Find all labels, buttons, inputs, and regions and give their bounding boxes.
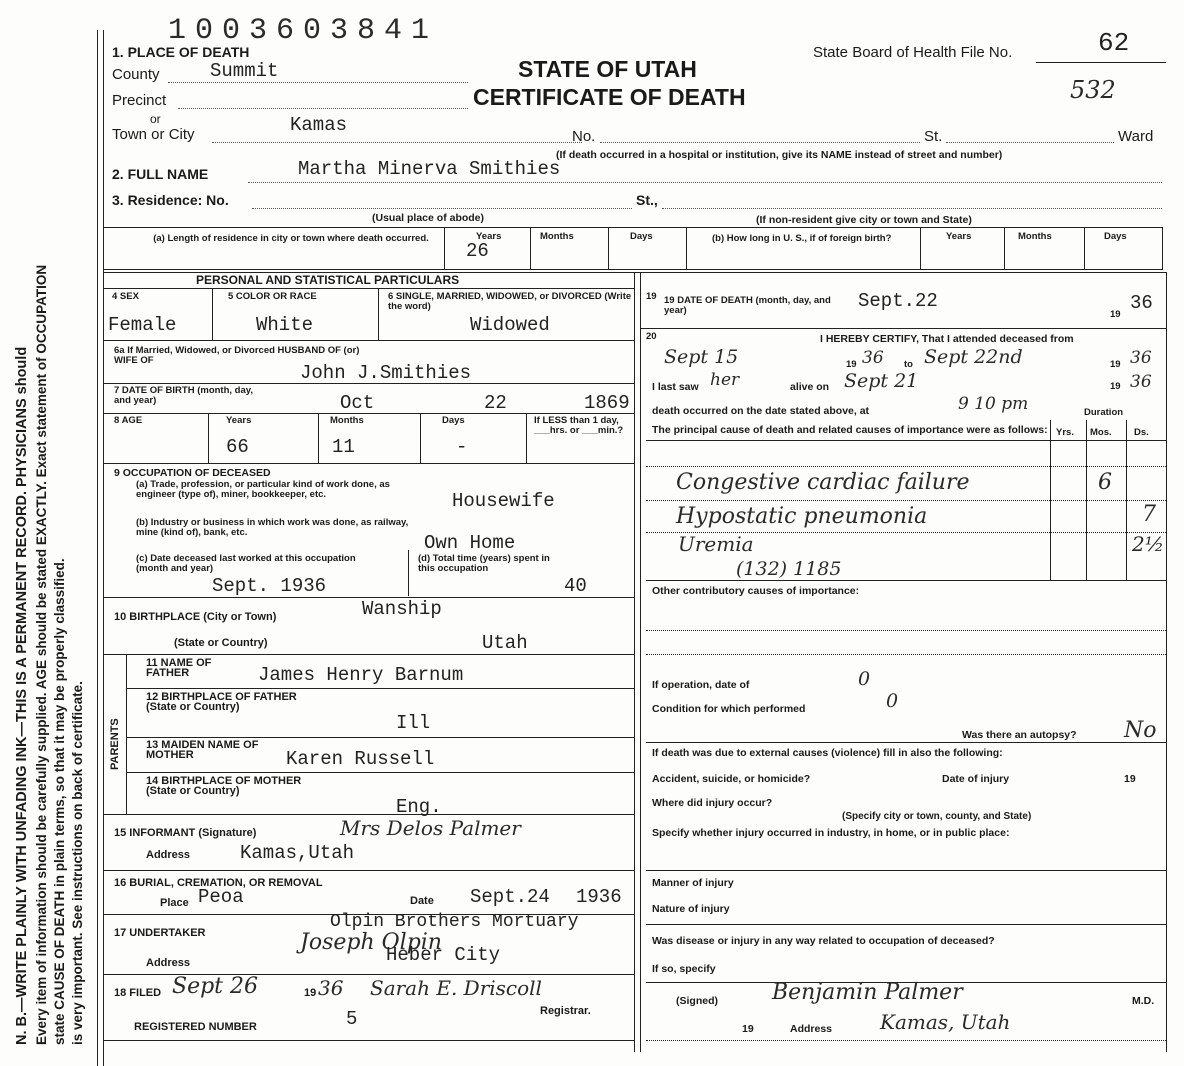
pers-line3: [104, 383, 634, 384]
color-value: White: [256, 314, 314, 336]
center-divider-2: [640, 272, 641, 1052]
to-label: to: [904, 359, 913, 370]
manner-label: Manner of injury: [652, 877, 734, 889]
residence-st-label: St.,: [636, 192, 658, 208]
other-line1: [646, 630, 1166, 631]
father-value: James Henry Barnum: [258, 664, 464, 686]
side-notice-line3: state CAUSE OF DEATH in plain terms, so that it may be properly classified.: [52, 558, 67, 1045]
res-col1: [444, 227, 445, 270]
title-certificate: CERTIFICATE OF DEATH: [473, 84, 746, 110]
left-border: [97, 30, 98, 1066]
where-label: Where did injury occur?: [652, 797, 773, 809]
res-col4: [686, 227, 687, 270]
nature-line: [646, 924, 1166, 925]
county-line: [168, 82, 468, 83]
informant-signature: Mrs Delos Palmer: [340, 816, 521, 840]
town-label: Town or City: [112, 126, 195, 143]
cause3: Uremia: [678, 532, 754, 556]
attended-to-year: 36: [1130, 348, 1152, 368]
par-line2: [126, 737, 634, 738]
registered-number: 5: [346, 1008, 358, 1030]
external-label: If death was due to external causes (violence) fill in also the following:: [652, 747, 1003, 759]
pers-line9: [104, 870, 634, 871]
pers-line12: [104, 1040, 634, 1041]
dob-month: Oct: [340, 392, 375, 414]
ds-label: Ds.: [1134, 427, 1149, 438]
res-years-label-b: Years: [946, 231, 972, 242]
other-line2: [646, 654, 1166, 655]
color-label: 5 COLOR OR RACE: [228, 291, 317, 302]
occ-b-value: Own Home: [424, 532, 516, 554]
serial-number: 1003603841: [168, 14, 439, 48]
father-birthplace-label: 12 BIRTHPLACE OF FATHER (State or Country): [146, 691, 297, 713]
res-col3: [608, 227, 609, 270]
dod-year-prefix: 19: [1110, 309, 1121, 320]
town-value: Kamas: [290, 114, 348, 136]
filed-year: 36: [318, 976, 344, 1000]
precinct-label: Precinct: [112, 92, 167, 109]
sex-label: 4 SEX: [112, 291, 139, 302]
place-of-death-heading: 1. PLACE OF DEATH: [112, 44, 250, 60]
mos-label: Mos.: [1090, 427, 1112, 438]
related-label: Was disease or injury in any way related to occupation of deceased?: [652, 935, 995, 947]
parents-divider: [126, 654, 127, 814]
autopsy-value: No: [1124, 718, 1157, 743]
cause-line0: [646, 440, 1166, 441]
pers-line5: [104, 463, 634, 464]
attended-to: Sept 22nd: [924, 346, 1023, 368]
res-col2: [530, 227, 531, 270]
res-days-label: Days: [630, 231, 653, 242]
burial-place: Peoa: [198, 886, 244, 908]
res-years-value: 26: [466, 240, 489, 262]
physician-address-label: Address: [790, 1023, 833, 1035]
street-line: [600, 142, 920, 143]
nature-label: Nature of injury: [652, 903, 730, 915]
condition-label: Condition for which performed: [652, 703, 806, 715]
injury-line: [646, 870, 1166, 871]
residence-b-label: (b) How long in U. S., if of foreign birth?: [712, 233, 892, 244]
burial-date-label: Date: [410, 895, 434, 907]
filed-date: Sept 26: [172, 974, 259, 999]
occurred-label: death occurred on the date stated above, at: [652, 405, 870, 417]
signed-line: [646, 1040, 1166, 1041]
color-divider: [378, 288, 379, 340]
occ-c-value: Sept. 1936: [212, 575, 327, 597]
full-name-value: Martha Minerva Smithies: [298, 158, 561, 180]
mother-birthplace: Eng.: [396, 796, 442, 818]
spouse-label: 6a If Married, Widowed, or Divorced HUSBAND OF (or) WIFE OF: [114, 345, 360, 366]
res-years-label: Years: [476, 231, 502, 242]
other-causes-label: Other contributory causes of importance:: [652, 585, 860, 597]
file-no-line: [1036, 62, 1166, 63]
specify-city-label: (Specify city or town, county, and State): [842, 811, 1032, 822]
side-notice-line1: N. B.—WRITE PLAINLY WITH UNFADING INK—THIS IS A PERMANENT RECORD. PHYSICIANS should: [14, 346, 30, 1045]
pers-line4: [104, 413, 634, 414]
usual-abode-note: (Usual place of abode): [372, 212, 485, 224]
last-saw-label: I last saw: [652, 381, 699, 393]
age-days-value: -: [456, 436, 468, 458]
father-label: 11 NAME OF FATHER: [146, 657, 212, 679]
specify-where-label: Specify whether injury occurred in industry, in home, or in public place:: [652, 827, 1010, 839]
age-years-label: Years: [226, 415, 252, 426]
full-name-line: [248, 182, 1162, 183]
autopsy-line: [646, 742, 1166, 743]
county-value: Summit: [210, 60, 279, 82]
title-state: STATE OF UTAH: [518, 56, 697, 82]
file-no-label: State Board of Health File No.: [813, 44, 1013, 61]
cause3-ds: 2½: [1132, 532, 1165, 556]
dod-year: 36: [1130, 292, 1153, 314]
cert-num: 20: [646, 331, 657, 342]
res-months-label-b: Months: [1018, 231, 1052, 242]
age-years-value: 66: [226, 436, 249, 458]
registered-number-label: REGISTERED NUMBER: [134, 1021, 257, 1033]
birthplace-state-label: (State or Country): [174, 637, 268, 649]
operation-label: If operation, date of: [652, 679, 750, 691]
side-notice-line2: Every item of information should be carefully supplied. AGE should be stated EXACTLY. Exact statement of OCCUPATION: [34, 264, 49, 1045]
pers-line2: [104, 340, 634, 341]
residence-line: [252, 208, 632, 209]
cause2: Hypostatic pneumonia: [676, 504, 928, 529]
pers-line8: [104, 814, 634, 815]
cause-line4: [646, 580, 1166, 581]
med-line1: [640, 328, 1166, 329]
undertaker-signature: Joseph Olpin: [300, 930, 442, 955]
occ-a-value: Housewife: [452, 490, 555, 512]
occ-c-label: (c) Date deceased last worked at this occupation (month and year): [136, 553, 356, 574]
attended-from-prefix: 19: [846, 359, 857, 370]
attended-from: Sept 15: [664, 346, 739, 368]
undertaker-label: 17 UNDERTAKER: [114, 927, 206, 939]
full-name-label: 2. FULL NAME: [112, 166, 209, 182]
operation-value: 0: [858, 668, 871, 690]
sex-divider: [212, 288, 213, 340]
occ-a-label: (a) Trade, profession, or particular kind of work done, as engineer (type of), miner, bookkeeper, etc.: [136, 479, 390, 500]
no-label: No.: [572, 128, 596, 145]
res-col5: [920, 227, 921, 270]
age-less-label: If LESS than 1 day, ___hrs. or ___min.?: [534, 415, 624, 436]
physician-address: Kamas, Utah: [880, 1010, 1011, 1034]
age-div1: [208, 413, 209, 463]
autopsy-label: Was there an autopsy?: [962, 729, 1077, 741]
parents-label: PARENTS: [109, 718, 121, 770]
left-border-inner: [103, 30, 104, 1066]
burial-date: Sept.24: [470, 886, 550, 908]
or-label: or: [150, 112, 161, 126]
informant-address-label: Address: [146, 849, 191, 861]
par-line1: [126, 688, 634, 689]
spouse-value: John J.Smithies: [300, 362, 472, 384]
occ-d-label: (d) Total time (years) spent in this occupation: [418, 553, 550, 574]
registrar-label: Registrar.: [540, 1005, 591, 1017]
birthplace-state: Utah: [482, 632, 528, 654]
mother-birthplace-label: 14 BIRTHPLACE OF MOTHER (State or Country): [146, 775, 302, 797]
file-no-handwritten: 532: [1070, 76, 1116, 104]
md-label: M.D.: [1132, 995, 1155, 1007]
last-saw-prefix: 19: [1110, 381, 1121, 392]
cause-line2: [646, 500, 1166, 501]
yrs-label: Yrs.: [1056, 427, 1074, 438]
cause1-mos: 6: [1098, 470, 1112, 495]
marital-label: 6 SINGLE, MARRIED, WIDOWED, or DIVORCED (Write the word): [388, 291, 632, 312]
hospital-note: (If death occurred in a hospital or institution, give its NAME instead of street and number): [556, 149, 1003, 161]
dod-num: 19: [646, 291, 657, 302]
side-notice-line4: is very important. See instructions on back of certificate.: [70, 681, 85, 1045]
ward-label: Ward: [1118, 128, 1154, 145]
town-line: [212, 142, 582, 143]
pers-line1: [104, 288, 634, 289]
if-so-label: If so, specify: [652, 963, 716, 975]
residence-a-label: (a) Length of residence in city or town where death occurred.: [153, 233, 429, 244]
occupation-heading: 9 OCCUPATION OF DECEASED: [114, 467, 271, 479]
attended-from-year: 36: [862, 348, 884, 368]
accident-label: Accident, suicide, or homicide?: [652, 773, 811, 785]
precinct-line: [178, 108, 468, 109]
occ-cd-divider: [408, 550, 409, 596]
last-saw-year: 36: [1130, 372, 1152, 392]
birthplace-label: 10 BIRTHPLACE (City or Town): [114, 611, 277, 623]
physician-signature: Benjamin Palmer: [772, 980, 963, 1005]
principal-label: The principal cause of death and related causes of importance were as follows:: [652, 424, 1048, 436]
res-days-label-b: Days: [1104, 231, 1127, 242]
marital-value: Widowed: [470, 314, 550, 336]
res-col7: [1084, 227, 1085, 270]
occ-d-value: 40: [564, 575, 587, 597]
burial-label: 16 BURIAL, CREMATION, OR REMOVAL: [114, 877, 323, 889]
cause-line1: [646, 466, 1166, 467]
center-divider: [634, 272, 635, 1052]
last-saw-who: her: [710, 370, 740, 390]
certify-text: I HEREBY CERTIFY, That I attended deceased from: [820, 333, 1074, 345]
dob-label: 7 DATE OF BIRTH (month, day, and year): [114, 385, 253, 406]
burial-year: 1936: [576, 886, 622, 908]
alive-on-label: alive on: [790, 381, 830, 393]
nonresident-note: (If non-resident give city or town and State): [756, 214, 972, 226]
age-days-label: Days: [442, 415, 465, 426]
birthplace-city: Wanship: [362, 598, 442, 620]
registrar-signature: Sarah E. Driscoll: [370, 976, 542, 1000]
injury-year-prefix: 19: [1124, 773, 1136, 785]
father-birthplace: Ill: [396, 712, 431, 734]
st-label: St.: [924, 128, 943, 145]
dob-day: 22: [484, 392, 507, 414]
cause1: Congestive cardiac failure: [676, 470, 970, 495]
age-months-value: 11: [332, 436, 355, 458]
dod-value: Sept.22: [858, 290, 938, 312]
dob-year: 1869: [584, 392, 630, 414]
residence-st-line: [662, 208, 1162, 209]
condition-value: 0: [886, 690, 899, 712]
mother-value: Karen Russell: [286, 748, 435, 770]
age-div4: [526, 413, 527, 463]
sex-value: Female: [108, 314, 177, 336]
occ-b-label: (b) Industry or business in which work was done, as railway, mine (kind of), bank, etc.: [136, 517, 409, 538]
last-saw-date: Sept 21: [844, 370, 919, 392]
age-label: 8 AGE: [114, 415, 143, 426]
res-months-label: Months: [540, 231, 574, 242]
res-col6: [1004, 227, 1005, 270]
ward-line: [946, 142, 1114, 143]
par-line3: [126, 772, 634, 773]
undertaker-address-label: Address: [146, 957, 191, 969]
informant-label: 15 INFORMANT (Signature): [114, 827, 257, 839]
age-months-label: Months: [330, 415, 364, 426]
signed-year-prefix: 19: [742, 1023, 754, 1035]
pers-line7: [104, 654, 634, 655]
signed-label: (Signed): [676, 995, 718, 1007]
file-no: 62: [1098, 28, 1130, 58]
duration-label: Duration: [1084, 407, 1124, 418]
injury-date-label: Date of injury: [942, 773, 1010, 785]
right-border: [1166, 272, 1167, 1052]
personal-heading: PERSONAL AND STATISTICAL PARTICULARS: [196, 273, 460, 287]
cause2-ds: 7: [1142, 502, 1156, 527]
time-value: 9 10 pm: [958, 394, 1029, 414]
dod-label: 19 DATE OF DEATH (month, day, and year): [664, 295, 831, 316]
burial-place-label: Place: [160, 897, 189, 909]
residence-label: 3. Residence: No.: [112, 192, 229, 208]
filed-year-prefix: 19: [304, 987, 317, 999]
attended-to-prefix: 19: [1110, 359, 1121, 370]
filed-label: 18 FILED: [114, 987, 162, 999]
informant-address: Kamas,Utah: [240, 842, 355, 864]
undertaker-value: Olpin Brothers Mortuary: [330, 912, 579, 932]
undertaker-address: Heber City: [386, 944, 501, 966]
age-div2: [318, 413, 319, 463]
county-label: County: [112, 66, 160, 83]
age-div3: [420, 413, 421, 463]
mother-label: 13 MAIDEN NAME OF MOTHER: [146, 739, 259, 761]
cause-code: (132) 1185: [736, 558, 842, 580]
